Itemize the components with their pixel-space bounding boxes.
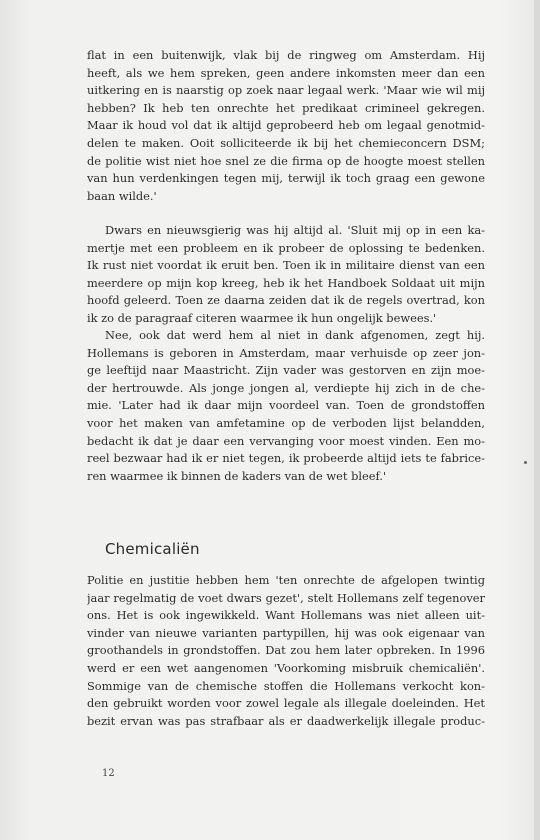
text-line: jaar regelmatig de voet dwars gezet', stelt Hollemans zelf tegenover	[87, 590, 485, 605]
text-line: den gebruikt worden voor zowel legale als illegale doeleinden. Het	[87, 696, 485, 711]
text-line: der hertrouwde. Als jonge jongen al, verdiepte hij zich in de che-	[87, 380, 485, 395]
text-line: bedacht ik dat je daar een vervanging voor moest vinden. Een mo-	[87, 433, 485, 448]
text-line: groothandels in grondstoffen. Dat zou hem later opbreken. In 1996	[87, 643, 485, 658]
text-line: hebben? Ik heb ten onrechte het predikaat crimineel gekregen.	[87, 100, 485, 115]
text-line: Ik rust niet voordat ik eruit ben. Toen ik in militaire dienst van een	[87, 258, 485, 273]
text-line: delen te maken. Ooit solliciteerde ik bij het chemieconcern DSM;	[87, 135, 485, 150]
text-line: mie. 'Later had ik daar mijn voordeel van. Toen de grondstoffen	[87, 398, 485, 413]
text-line: uitkering en is naarstig op zoek naar legaal werk. 'Maar wie wil mij	[87, 83, 485, 98]
paragraph-4	[87, 572, 485, 730]
text-line: reel bezwaar had ik er niet tegen, ik probeerde altijd iets te fabrice-	[87, 451, 485, 466]
page-number: 12	[102, 768, 115, 779]
text-line: Dwars en nieuwsgierig was hij altijd al. 'Sluit mij op in een ka-	[105, 223, 485, 237]
text-line: de politie wist niet hoe snel ze die firma op de hoogte moest stellen	[87, 153, 485, 168]
paragraph-1	[87, 47, 485, 205]
text-line: ge leeftijd naar Maastricht. Zijn vader was gestorven en zijn moe-	[87, 363, 485, 378]
text-line: voor het maken van amfetamine op de verboden lijst belandden,	[87, 415, 485, 430]
paragraph-3	[87, 327, 485, 485]
text-line: ren waarmee ik binnen de kaders van de wet bleef.'	[87, 468, 387, 483]
paragraph-2	[87, 222, 485, 328]
text-line: baan wilde.'	[87, 188, 157, 203]
text-line: heeft, als we hem spreken, geen andere inkomsten meer dan een	[87, 65, 485, 80]
text-line: ons. Het is ook ingewikkeld. Want Hollemans was niet alleen uit-	[87, 608, 485, 623]
text-line: Nee, ook dat werd hem al niet in dank afgenomen, zegt hij.	[105, 328, 485, 342]
text-line: Hollemans is geboren in Amsterdam, maar verhuisde op zeer jon-	[87, 345, 485, 360]
text-line: hoofd geleerd. Toen ze daarna zeiden dat ik de regels overtrad, kon	[87, 293, 485, 308]
text-line: vinder van nieuwe varianten partypillen, hij was ook eigenaar van	[87, 625, 485, 640]
ink-speck	[524, 461, 527, 464]
text-line: werd er een wet aangenomen 'Voorkoming misbruik chemicaliën'.	[87, 660, 485, 675]
text-line: Sommige van de chemische stoffen die Hollemans verkocht kon-	[87, 678, 485, 693]
text-line: Politie en justitie hebben hem 'ten onrechte de afgelopen twintig	[87, 573, 485, 587]
text-line: bezit ervan was pas strafbaar als er daadwerkelijk illegale produc-	[87, 713, 485, 728]
section-heading: Chemicaliën	[105, 540, 200, 558]
text-line: meerdere op mijn kop kreeg, heb ik het Handboek Soldaat uit mijn	[87, 275, 485, 290]
text-line: ik zo de paragraaf citeren waarmee ik hun ongelijk bewees.'	[87, 310, 437, 325]
text-line: van hun verdenkingen tegen mij, terwijl ik toch graag een gewone	[87, 171, 485, 186]
page-gutter	[534, 0, 540, 840]
text-line: mertje met een probleem en ik probeer de oplossing te bedenken.	[87, 240, 485, 255]
text-line: Maar ik houd vol dat ik altijd geprobeerd heb om legaal genotmid-	[87, 118, 485, 133]
text-line: flat in een buitenwijk, vlak bij de ringweg om Amsterdam. Hij	[87, 48, 485, 62]
